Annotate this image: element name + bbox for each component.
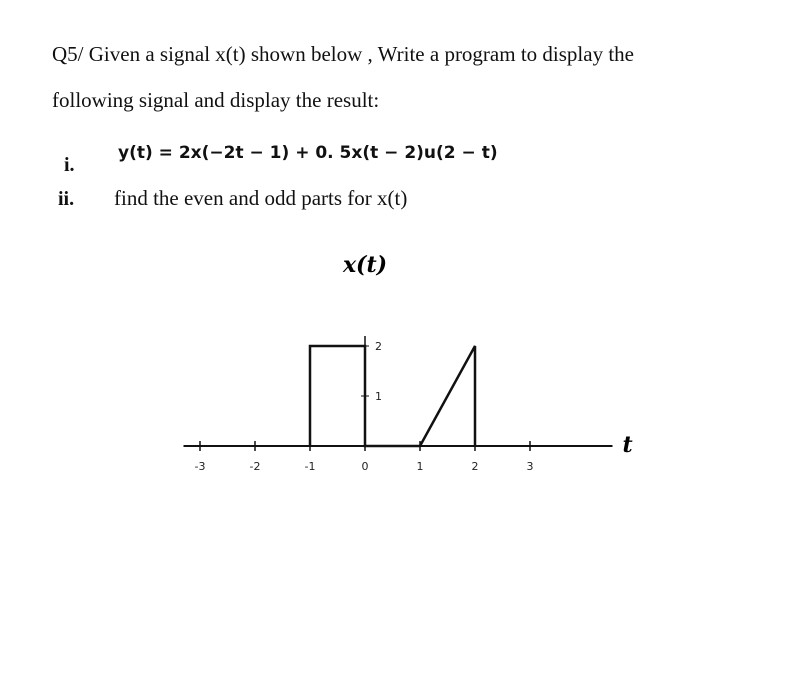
- x-tick-label: 0: [361, 460, 369, 473]
- item-ii-number: ii.: [58, 188, 75, 210]
- y-tick-label: 2: [375, 340, 382, 353]
- chart-title: x(t): [342, 252, 388, 278]
- y-tick-label: 1: [375, 390, 382, 403]
- question-line-2: following signal and display the result:: [52, 88, 380, 112]
- item-i-number: i.: [64, 154, 75, 176]
- x-tick-label: -3: [194, 460, 206, 473]
- x-tick-label: 1: [416, 460, 424, 473]
- question-line-1: Q5/ Given a signal x(t) shown below , Write a program to display the: [52, 42, 634, 66]
- x-tick-label: -2: [249, 460, 261, 473]
- x-axis-label: t: [622, 432, 633, 458]
- x-tick-label: 3: [526, 460, 534, 473]
- equation-y-of-t: y(t) = 2x(−2t − 1) + 0. 5x(t − 2)u(2 − t): [118, 143, 498, 163]
- signal-x-of-t: [310, 346, 475, 446]
- x-tick-label: 2: [471, 460, 479, 473]
- item-ii-text: find the even and odd parts for x(t): [114, 186, 408, 210]
- x-tick-label: -1: [304, 460, 316, 473]
